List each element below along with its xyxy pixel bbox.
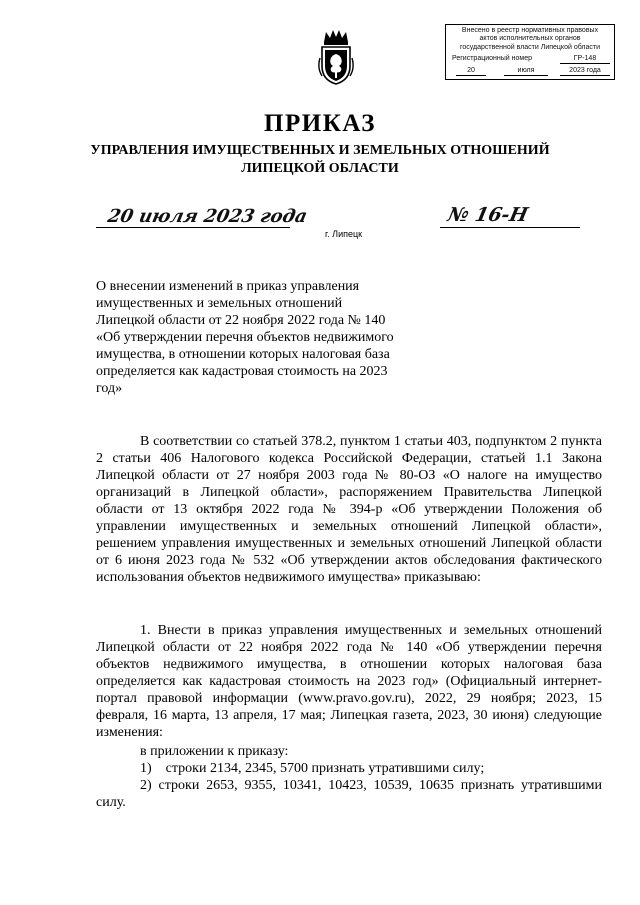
city: г. Липецк [325, 229, 363, 239]
date-underline [96, 227, 290, 228]
stamp-line-1: Внесено в реестр нормативных правовых [461, 27, 599, 34]
item-1-paragraph [96, 622, 602, 741]
issuer-line-1: УПРАВЛЕНИЯ ИМУЩЕСТВЕННЫХ И ЗЕМЕЛЬНЫХ ОТНОШЕНИЙ [90, 143, 550, 158]
document-subject: О внесении изменений в приказ управления имущественных и земельных отношений Липецкой области от 22 ноября 2022 года № 140 «Об утверждении перечня объектов недвижимого имущества, в отношении которых налоговая база определяется как кадастровая стоимость на 2023 год» [96, 279, 394, 396]
stamp-year: 2023 года [560, 67, 610, 76]
stamp-month: июля [504, 67, 548, 76]
handwritten-number: № 16-Н [445, 204, 530, 226]
appendix-line: в приложении к приказу: [140, 744, 289, 759]
item-1-text: 1. Внести в приказ управления имущественных и земельных отношений Липецкой области от 22 ноября 2022 года № 140 «Об утверждении перечня объектов недвижимого имущества, в отношении которых налоговая база определяется как кадастровая стоимость на 2023 год» (Официальный интернет-портал правовой информации (www.pravo.gov.ru), 2022, 29 ноября; 2023, 15 февраля, 16 марта, 13 апреля, 17 мая; Липецкая газета, 2023, 30 июня) следующие изменения: [96, 623, 602, 740]
subitem-1: 1) строки 2134, 2345, 5700 признать утратившими силу; [140, 761, 485, 776]
subitem-2-text: 2) строки 2653, 9355, 10341, 10423, 10539, 10635 признать утратившими силу. [96, 778, 602, 810]
stamp-reg-label: Регистрационный номер [452, 55, 532, 62]
number-underline [440, 227, 580, 228]
issuer-name [80, 142, 560, 178]
subitem-2-paragraph [96, 777, 602, 811]
preamble-text: В соответствии со статьей 378.2, пунктом 1 статьи 403, подпунктом 2 пункта 2 статьи 406 Налогового кодекса Российской Федерации, статьей 1.1 Закона Липецкой области от 27 ноября 2003 года № 80-ОЗ «О налоге на имущество организаций в Липецкой области», распоряжением Правительства Липецкой области от 13 октября 2022 года № 394-р «Об утверждении Положения об управлении имущественных и земельных отношений Липецкой области», решением управления имущественных и земельных отношений Липецкой области от 6 июня 2023 года № 532 «Об утверждении актов обследования фактического использования объектов недвижимого имущества» приказываю: [96, 434, 602, 585]
stamp-line-2: актов исполнительных органов [479, 35, 581, 43]
handwritten-date: 20 июля 2023 года [105, 206, 310, 227]
stamp-reg-number: ГР-148 [560, 55, 610, 64]
coat-of-arms-icon [316, 28, 356, 86]
document-title: ПРИКАЗ [264, 110, 376, 137]
issuer-line-2: ЛИПЕЦКОЙ ОБЛАСТИ [241, 161, 399, 176]
stamp-line-3: государственной власти Липецкой области [459, 43, 600, 51]
registration-stamp [445, 24, 615, 80]
stamp-day: 20 [456, 67, 486, 76]
preamble-paragraph [96, 433, 602, 586]
